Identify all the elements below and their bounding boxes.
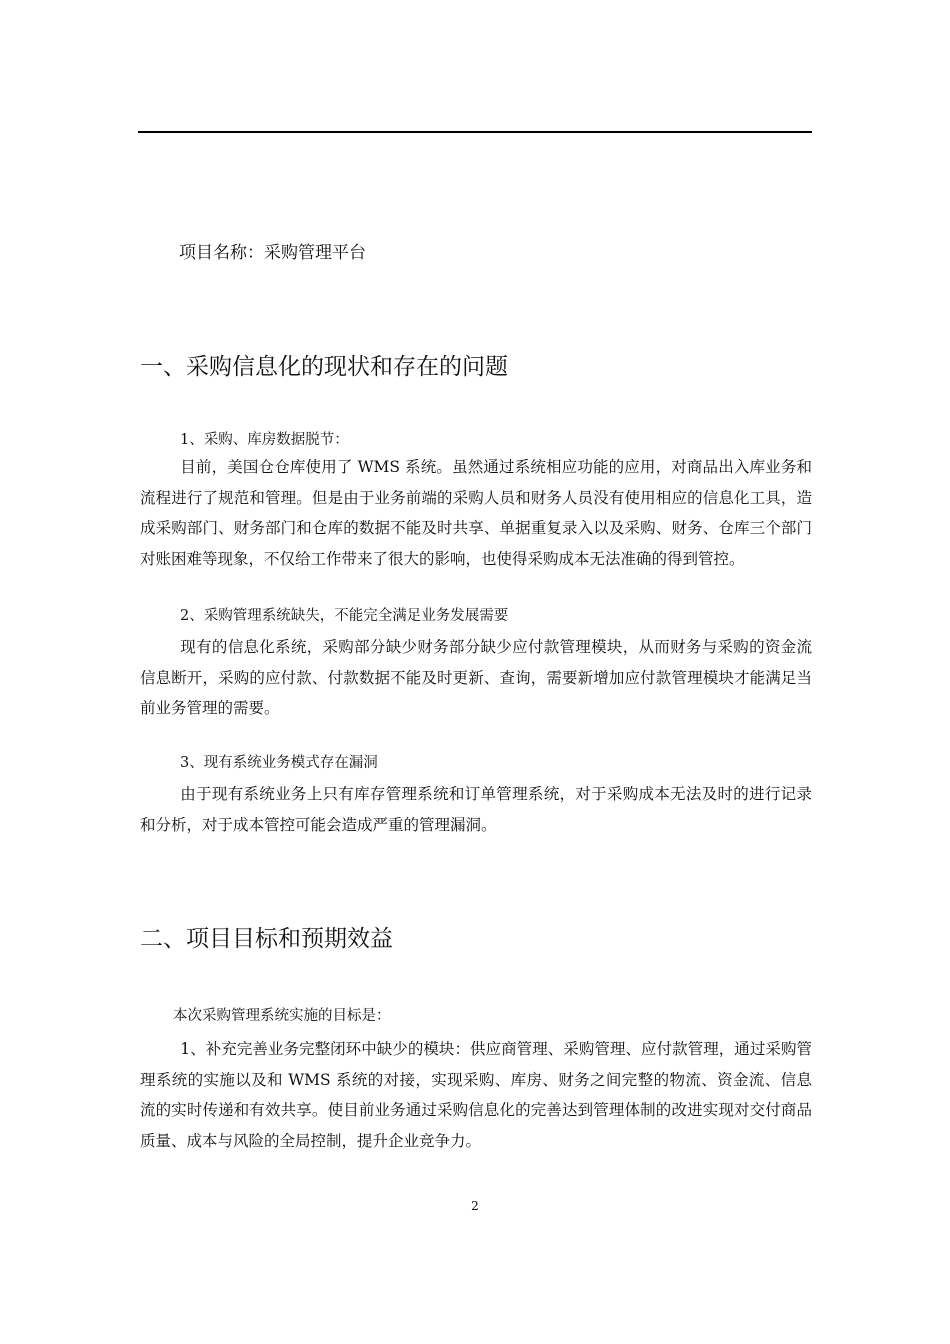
section-1-item-3-title: 3、现有系统业务模式存在漏洞 [180, 755, 378, 771]
section-1-item-2-text: 现有的信息化系统，采购部分缺少财务部分缺少应付款管理模块，从而财务与采购的资金流信息断开，采购的应付款、付款数据不能及时更新、查询，需要新增加应付款管理模块才能满足当前业务管理的需要。 [140, 638, 812, 718]
section-1-item-1-text: 目前，美国仓仓库使用了 WMS 系统。虽然通过系统相应功能的应用，对商品出入库业务和流程进行了规范和管理。但是由于业务前端的采购人员和财务人员没有使用相应的信息化工具，造成采购部门、财务部门和仓库的数据不能及时共享、单据重复录入以及采购、财务、仓库三个部门对账困难等现象，不仅给工作带来了很大的影响，也使得采购成本无法准确的得到管控。 [140, 458, 812, 569]
section-2-intro: 本次采购管理系统实施的目标是： [173, 1008, 391, 1024]
project-name: 项目名称：采购管理平台 [179, 243, 366, 263]
section-2-heading: 二、项目目标和预期效益 [140, 926, 393, 952]
section-1-item-3-text: 由于现有系统业务上只有库存管理系统和订单管理系统，对于采购成本无法及时的进行记录和分析，对于成本管控可能会造成严重的管理漏洞。 [140, 785, 812, 834]
section-1-item-2-title: 2、采购管理系统缺失，不能完全满足业务发展需要 [180, 608, 509, 624]
header-rule [138, 131, 812, 133]
section-1-heading: 一、采购信息化的现状和存在的问题 [140, 354, 508, 380]
section-2-text: 1、补充完善业务完整闭环中缺少的模块：供应商管理、采购管理、应付款管理，通过采购管理系统的实施以及和 WMS 系统的对接，实现采购、库房、财务之间完整的物流、资金流、信息流的实时传递和有效共享。使目前业务通过采购信息化的完善达到管理体制的改进实现对交付商品质量、成本与风险的全局控制，提升企业竞争力。 [140, 1040, 812, 1151]
section-1-item-1-title: 1、采购、库房数据脱节： [180, 432, 349, 448]
page-number: 2 [471, 1199, 479, 1213]
